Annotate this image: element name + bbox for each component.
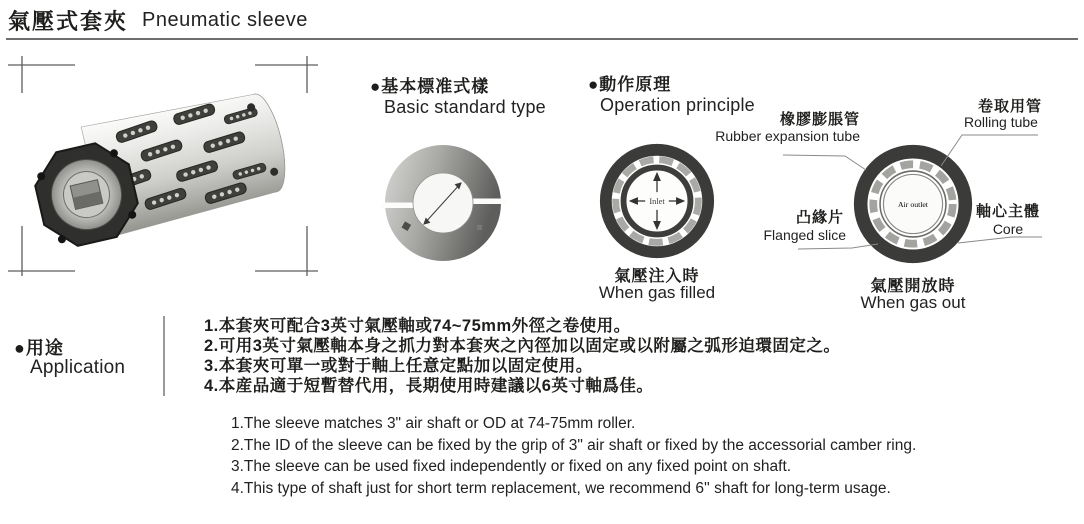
application-divider bbox=[163, 316, 165, 396]
inlet-label: Inlet bbox=[649, 196, 665, 206]
label-flanged-slice-zh: 凸緣片 bbox=[795, 209, 844, 226]
page-title-en: Pneumatic sleeve bbox=[142, 9, 308, 31]
air-outlet-label: Air outlet bbox=[898, 199, 928, 209]
label-core-zh: 軸心主體 bbox=[975, 203, 1040, 220]
label-rubber-tube-en: Rubber expansion tube bbox=[715, 128, 860, 144]
gas-filled-caption-zh: 氣壓注入時 bbox=[614, 268, 700, 285]
set-screw bbox=[477, 225, 482, 230]
gas-out-caption-en: When gas out bbox=[860, 293, 966, 312]
page-title-zh: 氣壓式套夾 bbox=[8, 9, 129, 34]
note-zh-line: 2.可用3英寸氣壓軸本身之抓力對本套夾之內徑加以固定或以附屬之弧形迫環固定之。 bbox=[204, 337, 841, 355]
label-rubber-tube-zh: 橡膠膨脹管 bbox=[779, 111, 860, 128]
operation-header-zh: ●動作原理 bbox=[588, 75, 672, 94]
basic-standard-header-zh: ●基本標准式樣 bbox=[370, 77, 490, 96]
label-rolling-tube-en: Rolling tube bbox=[964, 114, 1038, 130]
note-zh-line: 3.本套夾可單一或對于軸上任意定點加以固定使用。 bbox=[204, 357, 593, 375]
note-en-line: 2.The ID of the sleeve can be fixed by the grip of 3" air shaft or fixed by the accessorial camber ring. bbox=[231, 436, 917, 454]
basic-standard-diagram bbox=[380, 140, 506, 266]
label-flanged-slice-en: Flanged slice bbox=[763, 227, 846, 243]
note-en-line: 1.The sleeve matches 3" air shaft or OD at 74-75mm roller. bbox=[231, 415, 636, 432]
title-rule bbox=[6, 38, 1078, 40]
note-en-line: 4.This type of shaft just for short term replacement, we recommend 6'' shaft for long-term usage. bbox=[231, 479, 891, 497]
gas-out-caption-zh: 氣壓開放時 bbox=[870, 278, 956, 295]
application-notes-zh bbox=[204, 316, 840, 396]
note-zh-line: 4.本産品適于短暫替代用，長期使用時建議以6英寸軸爲佳。 bbox=[204, 377, 654, 395]
note-zh-line: 1.本套夾可配合3英寸氣壓軸或74~75mm外徑之卷使用。 bbox=[204, 317, 631, 335]
operation-header-en: Operation principle bbox=[600, 95, 755, 115]
gas-out-diagram bbox=[850, 141, 976, 267]
gas-filled-diagram bbox=[595, 139, 719, 263]
label-rolling-tube-zh: 卷取用管 bbox=[977, 98, 1042, 115]
application-notes-en bbox=[231, 413, 916, 499]
basic-standard-header-en: Basic standard type bbox=[384, 97, 546, 117]
note-en-line: 3.The sleeve can be used fixed independently or fixed on any fixed point on shaft. bbox=[231, 458, 792, 475]
product-photo bbox=[8, 53, 318, 281]
label-core-en: Core bbox=[992, 221, 1024, 237]
gas-filled-caption-en: When gas filled bbox=[598, 283, 716, 302]
application-header-zh: ●用途 bbox=[14, 338, 64, 358]
application-header-en: Application bbox=[30, 357, 126, 378]
pneumatic-sleeve-image bbox=[25, 84, 294, 252]
